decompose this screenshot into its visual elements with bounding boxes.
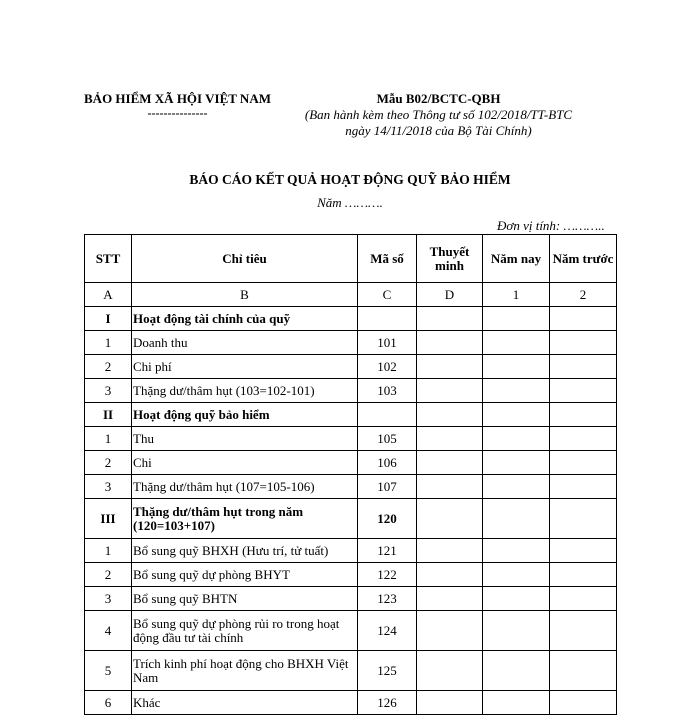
row-stt: 2 [85, 355, 132, 379]
table-header-row [85, 235, 617, 283]
row-indicator: Thặng dư/thâm hụt (103=102-101) [132, 379, 358, 403]
row-code: 121 [358, 539, 417, 563]
row-indicator: Bổ sung quỹ dự phòng rủi ro trong hoạt động đầu tư tài chính [132, 611, 358, 651]
row-last-year-cell [550, 563, 617, 587]
row-last-year-cell [550, 427, 617, 451]
column-code-row [85, 283, 617, 307]
row-note-cell [417, 403, 483, 427]
row-this-year-cell [483, 379, 550, 403]
table-row [85, 539, 617, 563]
row-note-cell [417, 563, 483, 587]
row-indicator: Hoạt động tài chính của quỹ [132, 307, 358, 331]
row-last-year-cell [550, 651, 617, 691]
row-stt: 6 [85, 691, 132, 715]
row-note-cell [417, 331, 483, 355]
table-row [85, 451, 617, 475]
row-stt: 1 [85, 331, 132, 355]
row-note-cell [417, 379, 483, 403]
form-code: Mẫu B02/BCTC-QBH [376, 91, 501, 106]
row-indicator: Thặng dư/thâm hụt trong năm (120=103+107) [132, 499, 358, 539]
row-last-year-cell [550, 587, 617, 611]
table-row [85, 427, 617, 451]
row-stt: II [85, 403, 132, 427]
row-note-cell [417, 691, 483, 715]
row-code: 123 [358, 587, 417, 611]
row-stt: I [85, 307, 132, 331]
column-code-a: A [85, 283, 132, 307]
table-row [85, 611, 617, 651]
table-row [85, 355, 617, 379]
row-code: 120 [358, 499, 417, 539]
row-last-year-cell [550, 611, 617, 651]
table-row [85, 587, 617, 611]
table-row [85, 691, 617, 715]
row-this-year-cell [483, 331, 550, 355]
row-note-cell [417, 355, 483, 379]
row-code: 125 [358, 651, 417, 691]
column-code-d: D [417, 283, 483, 307]
table-row [85, 379, 617, 403]
row-this-year-cell [483, 403, 550, 427]
report-title: BÁO CÁO KẾT QUẢ HOẠT ĐỘNG QUỸ BẢO HIỂM [189, 172, 511, 187]
column-header-code: Mã số [358, 235, 417, 283]
row-stt: 3 [85, 587, 132, 611]
row-last-year-cell [550, 379, 617, 403]
table-row [85, 307, 617, 331]
row-note-cell [417, 427, 483, 451]
column-code-1: 1 [483, 283, 550, 307]
form-note-line-2: ngày 14/11/2018 của Bộ Tài Chính) [345, 123, 532, 138]
row-note-cell [417, 651, 483, 691]
table-row [85, 651, 617, 691]
row-stt: 3 [85, 475, 132, 499]
unit-label: Đơn vị tính: ……….. [497, 218, 605, 233]
row-this-year-cell [483, 451, 550, 475]
column-code-2: 2 [550, 283, 617, 307]
column-header-last-year: Năm trước [550, 235, 617, 283]
row-this-year-cell [483, 651, 550, 691]
row-stt: 1 [85, 539, 132, 563]
row-stt: 1 [85, 427, 132, 451]
row-last-year-cell [550, 451, 617, 475]
row-stt: III [85, 499, 132, 539]
row-this-year-cell [483, 611, 550, 651]
row-indicator: Hoạt động quỹ bảo hiểm [132, 403, 358, 427]
row-code: 106 [358, 451, 417, 475]
row-code [358, 403, 417, 427]
row-indicator: Thặng dư/thâm hụt (107=105-106) [132, 475, 358, 499]
row-last-year-cell [550, 355, 617, 379]
row-this-year-cell [483, 307, 550, 331]
table-row [85, 331, 617, 355]
row-this-year-cell [483, 587, 550, 611]
row-stt: 2 [85, 451, 132, 475]
row-note-cell [417, 307, 483, 331]
row-last-year-cell [550, 307, 617, 331]
row-last-year-cell [550, 403, 617, 427]
row-this-year-cell [483, 691, 550, 715]
row-this-year-cell [483, 563, 550, 587]
row-last-year-cell [550, 539, 617, 563]
form-note-line-1: (Ban hành kèm theo Thông tư số 102/2018/TT-BTC [304, 107, 573, 122]
row-last-year-cell [550, 475, 617, 499]
row-indicator: Thu [132, 427, 358, 451]
column-header-this-year: Năm nay [483, 235, 550, 283]
organization-block [80, 91, 275, 119]
row-indicator: Khác [132, 691, 358, 715]
row-last-year-cell [550, 691, 617, 715]
row-indicator: Bổ sung quỹ BHTN [132, 587, 358, 611]
row-note-cell [417, 539, 483, 563]
column-header-stt: STT [85, 235, 132, 283]
row-code: 102 [358, 355, 417, 379]
row-code: 103 [358, 379, 417, 403]
row-code: 122 [358, 563, 417, 587]
row-indicator: Trích kinh phí hoạt động cho BHXH Việt Nam [132, 651, 358, 691]
row-code: 101 [358, 331, 417, 355]
row-stt: 3 [85, 379, 132, 403]
row-this-year-cell [483, 355, 550, 379]
row-code [358, 307, 417, 331]
row-code: 126 [358, 691, 417, 715]
row-stt: 5 [85, 651, 132, 691]
form-reference-block [286, 91, 591, 139]
row-stt: 4 [85, 611, 132, 651]
table-row [85, 403, 617, 427]
row-this-year-cell [483, 539, 550, 563]
column-code-c: C [358, 283, 417, 307]
row-indicator: Doanh thu [132, 331, 358, 355]
table-row [85, 499, 617, 539]
row-indicator: Bổ sung quỹ BHXH (Hưu trí, tử tuất) [132, 539, 358, 563]
row-this-year-cell [483, 427, 550, 451]
row-this-year-cell [483, 475, 550, 499]
row-note-cell [417, 611, 483, 651]
report-table [84, 234, 617, 715]
organization-name: BẢO HIỂM XÃ HỘI VIỆT NAM [84, 91, 271, 106]
row-indicator: Bổ sung quỹ dự phòng BHYT [132, 563, 358, 587]
organization-rule: --------------- [147, 106, 208, 120]
row-indicator: Chi phí [132, 355, 358, 379]
row-indicator: Chi [132, 451, 358, 475]
table-row [85, 563, 617, 587]
row-stt: 2 [85, 563, 132, 587]
column-code-b: B [132, 283, 358, 307]
row-note-cell [417, 499, 483, 539]
row-code: 105 [358, 427, 417, 451]
row-this-year-cell [483, 499, 550, 539]
row-note-cell [417, 451, 483, 475]
row-code: 107 [358, 475, 417, 499]
report-year: Năm ………. [317, 195, 383, 210]
row-last-year-cell [550, 499, 617, 539]
row-last-year-cell [550, 331, 617, 355]
column-header-note: Thuyết minh [417, 235, 483, 283]
column-header-indicator: Chỉ tiêu [132, 235, 358, 283]
row-note-cell [417, 475, 483, 499]
row-code: 124 [358, 611, 417, 651]
row-note-cell [417, 587, 483, 611]
table-row [85, 475, 617, 499]
